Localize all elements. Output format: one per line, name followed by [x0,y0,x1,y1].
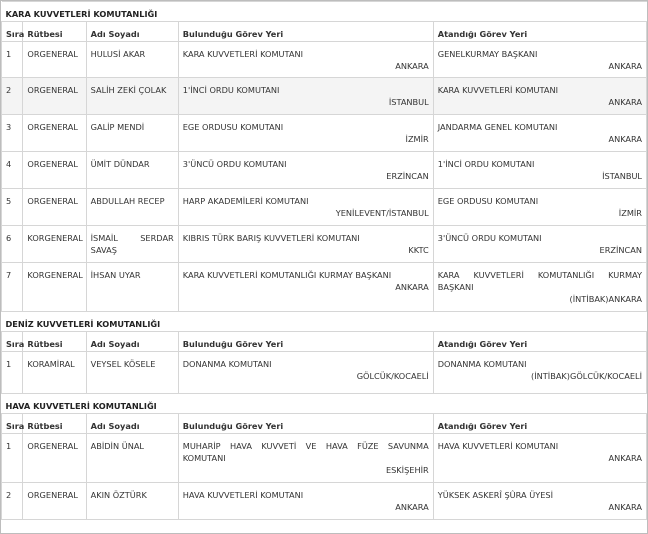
section-title-row [2,394,647,414]
header-atandigi-gorev: Atandığı Görev Yeri [433,332,646,352]
full-name: ABDULLAH RECEP [86,189,178,226]
new-location: İSTANBUL [602,171,642,181]
full-name: İSMAİL SERDAR SAVAŞ [86,226,178,263]
new-post-cell [433,352,646,394]
new-location: ANKARA [608,453,642,463]
row-number: 2 [2,483,23,520]
current-post: 1'İNCİ ORDU KOMUTANI [182,85,280,95]
new-location: ANKARA [608,134,642,144]
new-post: DONANMA KOMUTANI [437,359,527,369]
current-location: ANKARA [395,61,429,71]
header-ad-soyad: Adı Soyadı [86,414,178,434]
current-post-cell [178,152,433,189]
current-post-cell [178,483,433,520]
new-location: (İNTİBAK)ANKARA [569,294,642,304]
new-post: 1'İNCİ ORDU KOMUTANI [437,159,535,169]
header-atandigi-gorev: Atandığı Görev Yeri [433,414,646,434]
table-row [2,78,647,115]
table-row [2,42,647,78]
new-post: JANDARMA GENEL KOMUTANI [437,122,558,132]
table-row [2,434,647,483]
current-post: HAVA KUVVETLERİ KOMUTANI [182,490,304,500]
table-row [2,152,647,189]
current-post-cell [178,352,433,394]
header-rutbe: Rütbesi [23,22,86,42]
row-number: 3 [2,115,23,152]
current-post: HARP AKADEMİLERİ KOMUTANI [182,196,309,206]
full-name: GALİP MENDİ [86,115,178,152]
appointments-table [1,1,647,520]
column-header-row [2,332,647,352]
header-sira: Sıra [2,22,23,42]
new-post: 3'ÜNCÜ ORDU KOMUTANI [437,233,542,243]
current-post: KIBRIS TÜRK BARIŞ KUVVETLERİ KOMUTANI [182,233,360,243]
table-row [2,189,647,226]
new-post-cell [433,189,646,226]
rank: ORGENERAL [23,189,86,226]
row-number: 7 [2,263,23,312]
full-name: HULUSİ AKAR [86,42,178,78]
current-post: 3'ÜNCÜ ORDU KOMUTANI [182,159,287,169]
current-post-cell [178,78,433,115]
new-post-cell [433,78,646,115]
current-post-cell [178,263,433,312]
header-bulundugu-gorev: Bulunduğu Görev Yeri [178,332,433,352]
new-post: KARA KUVVETLERİ KOMUTANI [437,85,559,95]
row-number: 1 [2,434,23,483]
current-location: ANKARA [395,282,429,292]
header-rutbe: Rütbesi [23,332,86,352]
new-post-cell [433,226,646,263]
full-name: SALİH ZEKİ ÇOLAK [86,78,178,115]
table-row [2,483,647,520]
table-row [2,226,647,263]
current-post: DONANMA KOMUTANI [182,359,272,369]
current-post: MUHARİP HAVA KUVVETİ VE HAVA FÜZE SAVUNMA KOMUTANI [182,441,429,463]
new-location: ANKARA [608,61,642,71]
new-location: ERZİNCAN [599,245,642,255]
new-post-cell [433,42,646,78]
header-bulundugu-gorev: Bulunduğu Görev Yeri [178,22,433,42]
rank: ORGENERAL [23,42,86,78]
new-post: KARA KUVVETLERİ KOMUTANLIĞI KURMAY BAŞKANI [437,270,642,292]
header-bulundugu-gorev: Bulunduğu Görev Yeri [178,414,433,434]
row-number: 1 [2,42,23,78]
header-ad-soyad: Adı Soyadı [86,22,178,42]
column-header-row [2,414,647,434]
new-post-cell [433,152,646,189]
table-row [2,115,647,152]
section-title: KARA KUVVETLERİ KOMUTANLIĞI [2,2,647,22]
header-ad-soyad: Adı Soyadı [86,332,178,352]
full-name: AKIN ÖZTÜRK [86,483,178,520]
full-name: ÜMİT DÜNDAR [86,152,178,189]
current-post-cell [178,226,433,263]
current-post-cell [178,42,433,78]
new-post-cell [433,115,646,152]
full-name: İHSAN UYAR [86,263,178,312]
rank: ORGENERAL [23,78,86,115]
new-location: ANKARA [608,97,642,107]
rank: KORGENERAL [23,226,86,263]
table-row [2,352,647,394]
table-row [2,263,647,312]
header-sira: Sıra [2,414,23,434]
new-post: EGE ORDUSU KOMUTANI [437,196,539,206]
current-location: ERZİNCAN [386,171,429,181]
current-location: YENİLEVENT/İSTANBUL [335,208,429,218]
column-header-row [2,22,647,42]
new-post: HAVA KUVVETLERİ KOMUTANI [437,441,559,451]
current-location: ESKİŞEHİR [385,465,429,475]
rank: KORGENERAL [23,263,86,312]
rank: ORGENERAL [23,152,86,189]
header-rutbe: Rütbesi [23,414,86,434]
section-title: DENİZ KUVVETLERİ KOMUTANLIĞI [2,312,647,332]
header-sira: Sıra [2,332,23,352]
new-post-cell [433,483,646,520]
rank: ORGENERAL [23,434,86,483]
current-post: EGE ORDUSU KOMUTANI [182,122,284,132]
row-number: 4 [2,152,23,189]
new-post: YÜKSEK ASKERÎ ŞÛRA ÜYESİ [437,490,554,500]
rank: ORGENERAL [23,483,86,520]
full-name: ABİDİN ÜNAL [86,434,178,483]
new-post-cell [433,263,646,312]
new-location: (İNTİBAK)GÖLCÜK/KOCAELİ [531,371,642,381]
rank: ORGENERAL [23,115,86,152]
new-location: ANKARA [608,502,642,512]
rank: KORAMİRAL [23,352,86,394]
current-location: KKTC [408,245,429,255]
new-post: GENELKURMAY BAŞKANI [437,49,538,59]
new-location: İZMİR [618,208,642,218]
current-post-cell [178,189,433,226]
section-title: HAVA KUVVETLERİ KOMUTANLIĞI [2,394,647,414]
row-number: 6 [2,226,23,263]
current-post-cell [178,115,433,152]
section-title-row [2,2,647,22]
current-post: KARA KUVVETLERİ KOMUTANLIĞI KURMAY BAŞKANI [182,270,392,280]
current-post: KARA KUVVETLERİ KOMUTANI [182,49,304,59]
current-location: ANKARA [395,502,429,512]
new-post-cell [433,434,646,483]
current-location: İSTANBUL [388,97,429,107]
row-number: 2 [2,78,23,115]
header-atandigi-gorev: Atandığı Görev Yeri [433,22,646,42]
current-location: İZMİR [405,134,429,144]
row-number: 1 [2,352,23,394]
section-title-row [2,312,647,332]
full-name: VEYSEL KÖSELE [86,352,178,394]
current-location: GÖLCÜK/KOCAELİ [356,371,429,381]
row-number: 5 [2,189,23,226]
current-post-cell [178,434,433,483]
